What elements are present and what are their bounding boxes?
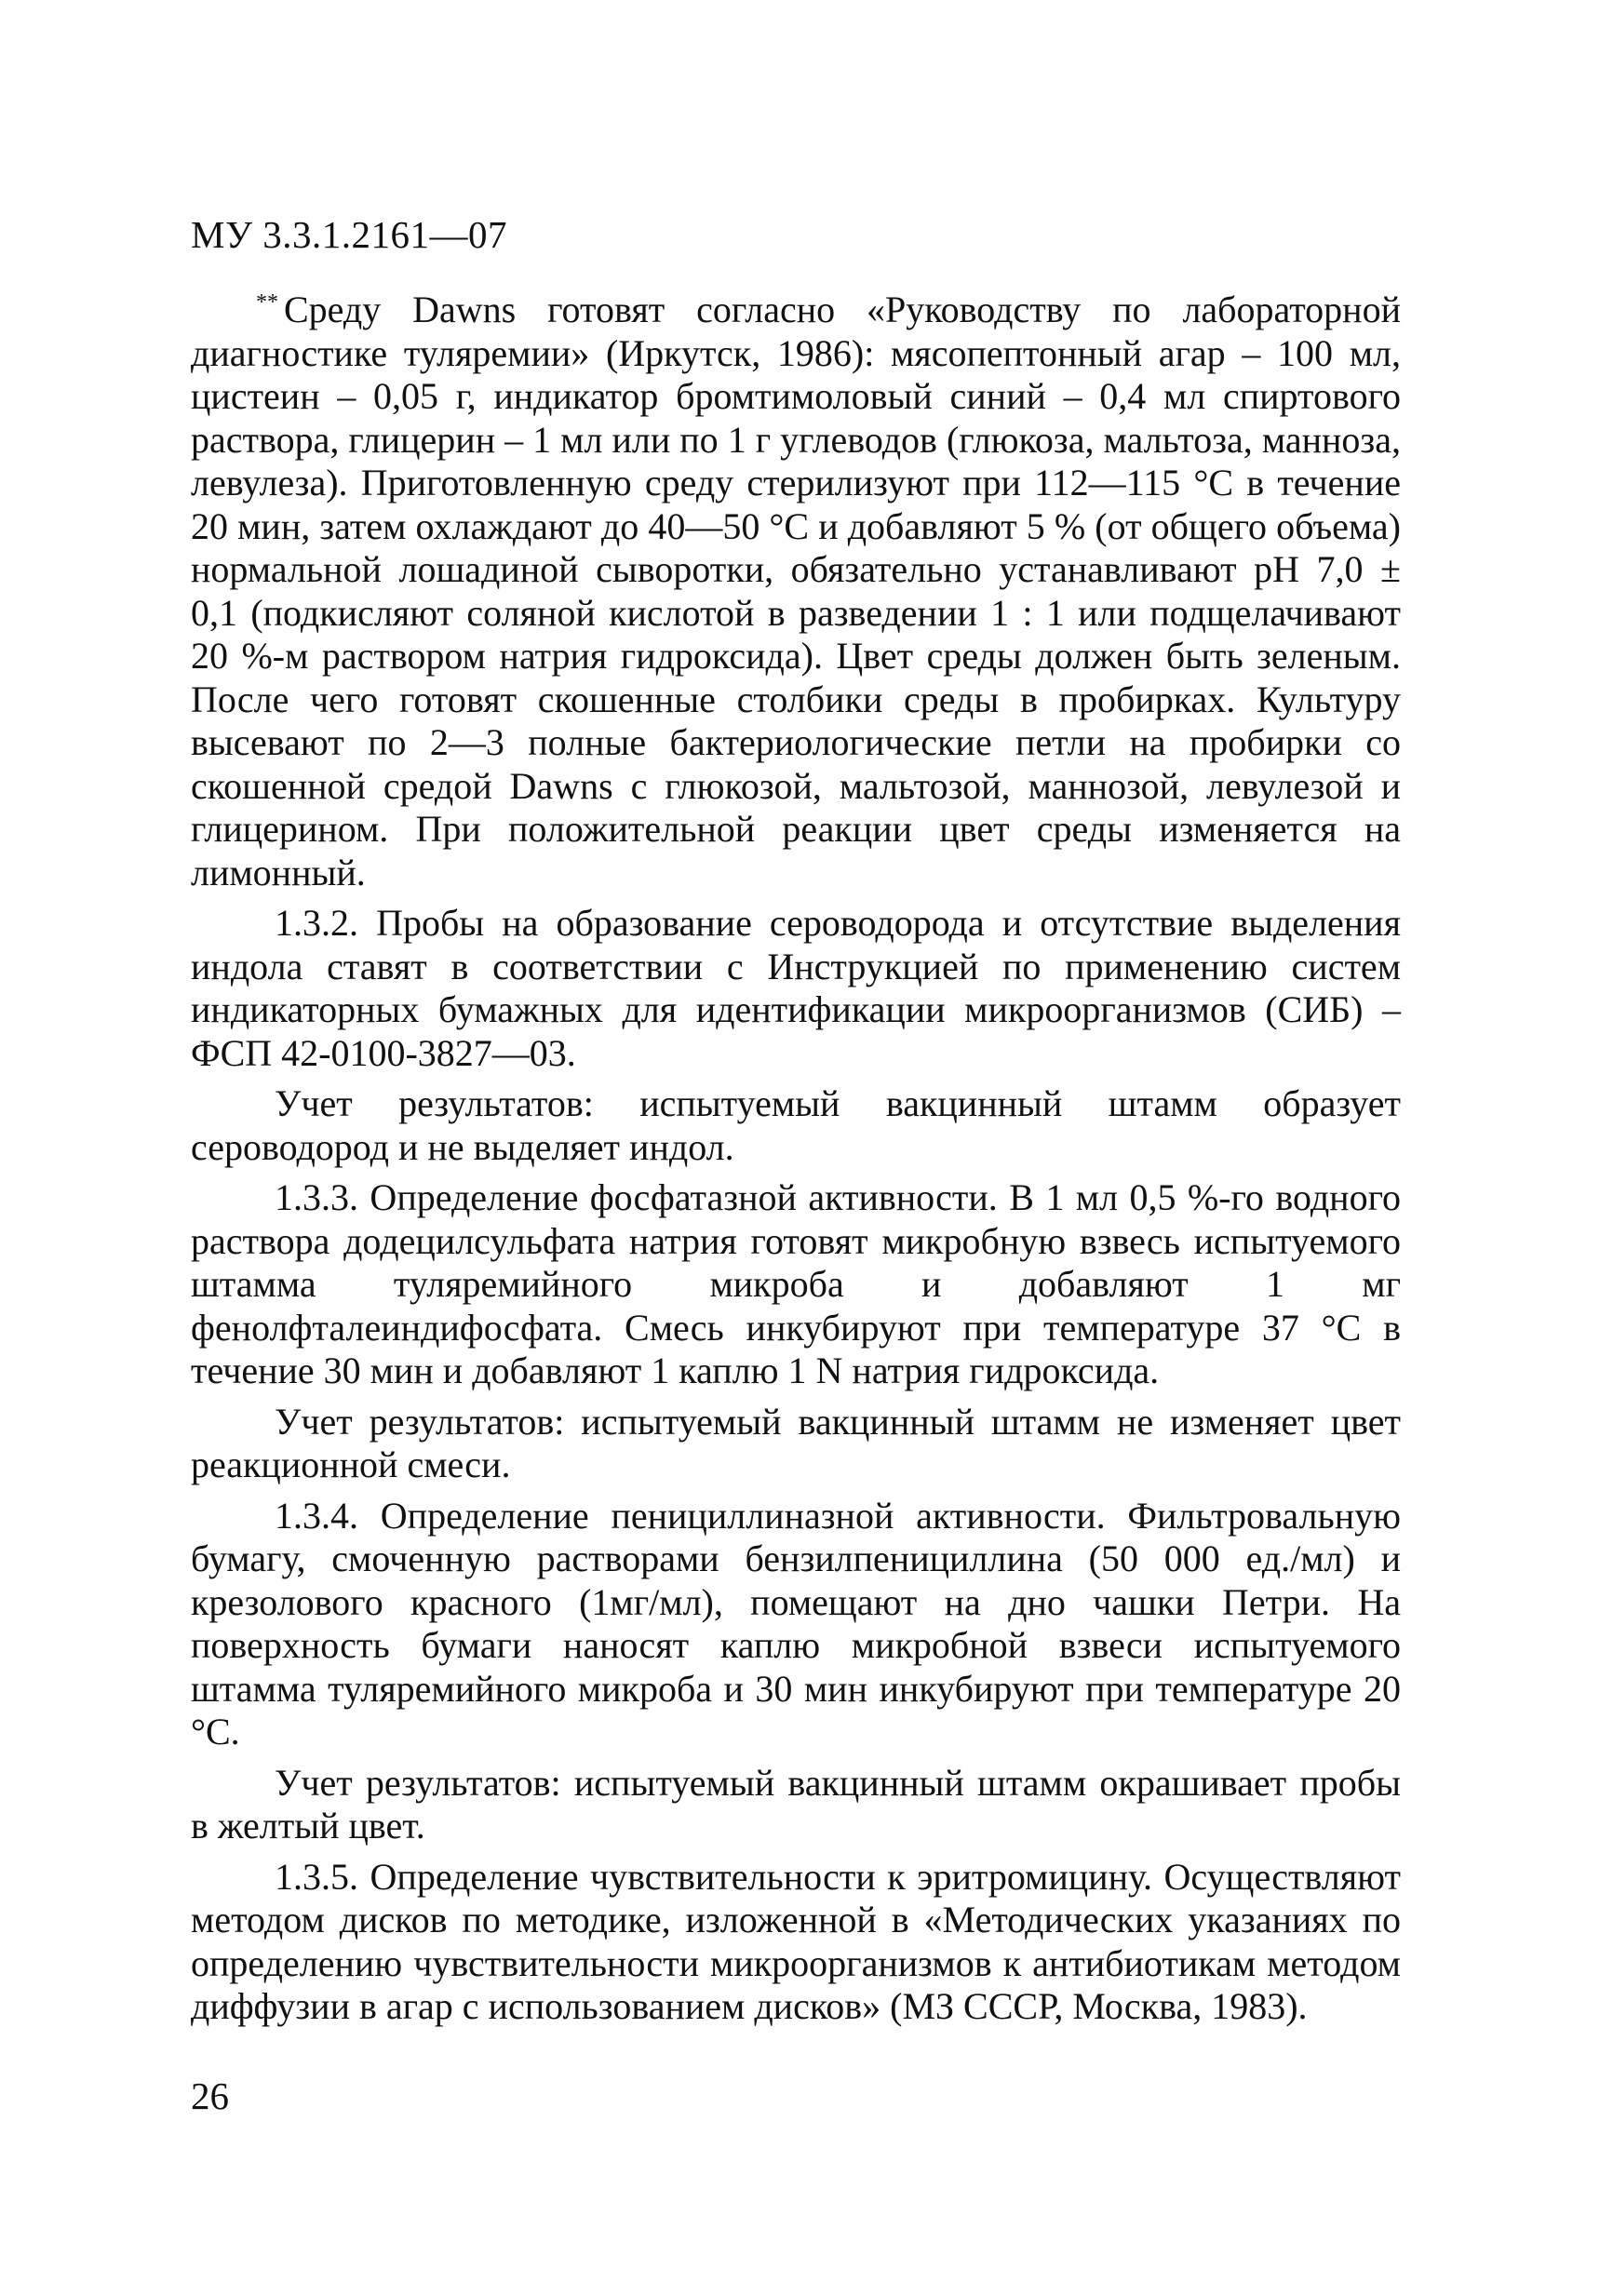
paragraph-1-3-3: 1.3.3. Определение фосфатазной активности. В 1 мл 0,5 %-го водного раствора додецилсульфата натрия готовят микробную взвесь испытуемого штамма туляремийного микроба и добавляют 1 мг фенолфталеиндифосфата. Смесь инкубируют при температуре 37 °С в течение 30 мин и добавляют 1 каплю 1 N натрия гидроксида. <box>191 1176 1401 1391</box>
paragraph-1-3-2: 1.3.2. Пробы на образование сероводорода и отсутствие выделения индола ставят в соответствии с Инструкцией по применению систем индикаторных бумажных для идентификации микроорганизмов (СИБ) – ФСП 42-0100-3827—03. <box>191 902 1401 1074</box>
paragraph-result-2: Учет результатов: испытуемый вакцинный штамм не изменяет цвет реакционной смеси. <box>191 1400 1401 1485</box>
paragraph-result-3: Учет результатов: испытуемый вакцинный штамм окрашивает пробы в желтый цвет. <box>191 1761 1401 1846</box>
paragraph-1-3-4: 1.3.4. Определение пенициллиназной активности. Фильтровальную бумагу, смоченную растворами бензилпенициллина (50 000 ед./мл) и крезолового красного (1мг/мл), помещают на дно чашки Петри. На поверхность бумаги наносят каплю микробной взвеси испытуемого штамма туляремийного микроба и 30 мин инкубируют при температуре 20 °С. <box>191 1494 1401 1752</box>
page-body <box>191 289 1401 2036</box>
footnote-text: Среду Dawns готовят согласно «Руководству по лабораторной диагностике туляремии» (Иркутск, 1986): мясопептонный агар – 100 мл, цистеин – 0,05 г, индикатор бромтимоловый синий – 0,4 мл спиртового раствора, глицерин – 1 мл или по 1 г углеводов (глюкоза, мальтоза, манноза, левулеза). Приготовленную среду стерилизуют при 112—115 °С в течение 20 мин, затем охлаждают до 40—50 °С и добавляют 5 % (от общего объема) нормальной лошадиной сыворотки, обязательно устанавливают pH 7,0 ± 0,1 (подкисляют соляной кислотой в разведении 1 : 1 или подщелачивают 20 %-м раствором натрия гидроксида). Цвет среды должен быть зеленым. После чего готовят скошенные столбики среды в пробирках. Культуру высевают по 2—3 полные бактериологические петли на пробирки со скошенной средой Dawns с глюкозой, мальтозой, маннозой, левулезой и глицерином. При положительной реакции цвет среды изменяется на лимонный. <box>191 289 1401 893</box>
paragraph-result-1: Учет результатов: испытуемый вакцинный штамм образует сероводород и не выделяет индол. <box>191 1082 1401 1168</box>
footnote-mark: ** <box>256 289 278 315</box>
paragraph-1-3-5: 1.3.5. Определение чувствительности к эритромицину. Осуществляют методом дисков по методике, изложенной в «Методических указаниях по определению чувствительности микроорганизмов к антибиотикам методом диффузии в агар с использованием дисков» (МЗ СССР, Москва, 1983). <box>191 1855 1401 2027</box>
document-code: МУ 3.3.1.2161—07 <box>191 213 507 256</box>
page-number: 26 <box>191 2074 229 2117</box>
footnote-paragraph <box>191 289 1401 894</box>
